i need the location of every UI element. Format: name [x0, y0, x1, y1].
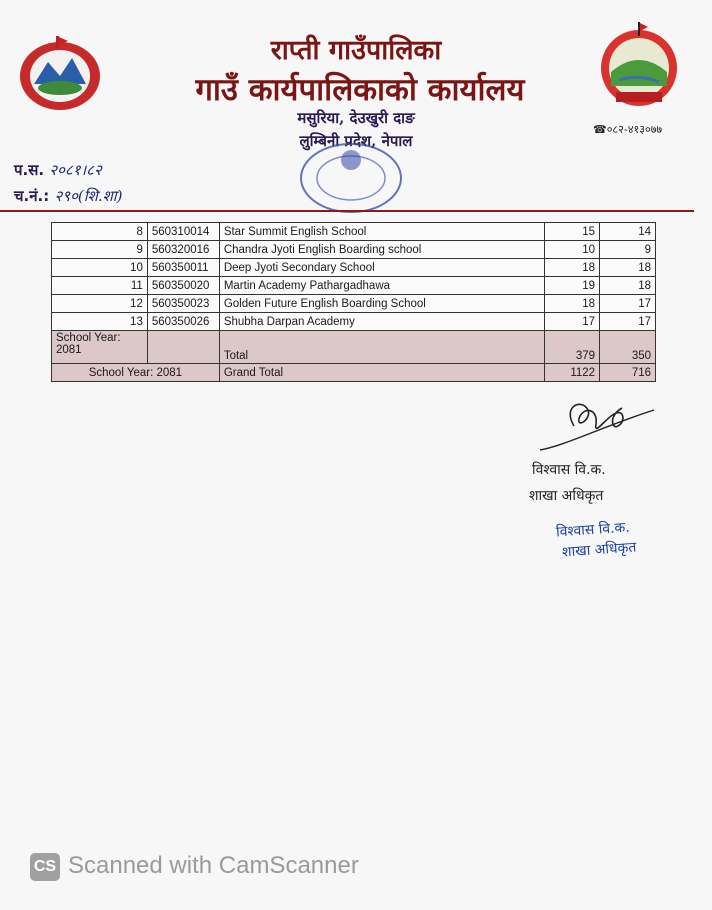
subtotal-count1-cell: 379 — [545, 331, 600, 364]
grand-count2-cell: 716 — [600, 364, 656, 382]
signature-mark — [534, 396, 660, 462]
school-name-cell: Golden Future English Boarding School — [219, 295, 544, 313]
school-code-cell: 560350026 — [147, 313, 219, 331]
count2-cell: 9 — [600, 241, 656, 259]
header-divider — [0, 210, 694, 212]
school-name-cell: Star Summit English School — [219, 223, 544, 241]
subtotal-count2-cell: 350 — [600, 331, 656, 364]
dispatch-value: २९०(शि.शा) — [54, 187, 123, 205]
table-row — [52, 295, 656, 313]
dispatch-number — [14, 186, 123, 206]
name-stamp-line1: विश्वास वि.क. — [555, 519, 631, 541]
school-data-table — [51, 222, 656, 382]
subtotal-label-cell: School Year: 2081 — [52, 331, 148, 364]
camscanner-watermark — [30, 852, 359, 881]
school-code-cell: 560320016 — [147, 241, 219, 259]
count2-cell: 17 — [600, 313, 656, 331]
serial-cell: 12 — [52, 295, 148, 313]
count2-cell: 17 — [600, 295, 656, 313]
camscanner-logo-icon: CS — [30, 853, 60, 881]
address-line1: मसुरिया, देउखुरी दाङ — [297, 109, 415, 127]
table-row — [52, 241, 656, 259]
count1-cell: 18 — [545, 259, 600, 277]
reference-number — [14, 160, 102, 180]
count1-cell: 19 — [545, 277, 600, 295]
watermark-text: Scanned with CamScanner — [68, 852, 359, 879]
serial-cell: 8 — [52, 223, 148, 241]
table-row — [52, 277, 656, 295]
address-line2: लुम्बिनी प्रदेश, नेपाल — [299, 132, 413, 150]
serial-cell: 13 — [52, 313, 148, 331]
count1-cell: 17 — [545, 313, 600, 331]
signatory-name: विश्वास वि.क. — [532, 462, 606, 478]
reference-value: २०८१।८२ — [49, 161, 102, 179]
school-name-cell: Chandra Jyoti English Boarding school — [219, 241, 544, 259]
table-row — [52, 259, 656, 277]
count1-cell: 10 — [545, 241, 600, 259]
table-row — [52, 313, 656, 331]
grand-total-row — [52, 364, 656, 382]
count2-cell: 18 — [600, 277, 656, 295]
subtotal-row — [52, 331, 656, 364]
grand-count1-cell: 1122 — [545, 364, 600, 382]
serial-cell: 10 — [52, 259, 148, 277]
count2-cell: 14 — [600, 223, 656, 241]
empty-cell — [147, 331, 219, 364]
school-code-cell: 560310014 — [147, 223, 219, 241]
grand-name-cell: Grand Total — [219, 364, 544, 382]
phone-number: ☎०८२-४१३०७७ — [593, 123, 663, 136]
serial-cell: 11 — [52, 277, 148, 295]
count1-cell: 15 — [545, 223, 600, 241]
signatory-title: शाखा अधिकृत — [529, 488, 604, 504]
grand-label-cell: School Year: 2081 — [52, 364, 220, 382]
office-title-line2: गाउँ कार्यपालिकाको कार्यालय — [195, 72, 525, 108]
office-stamp — [298, 140, 404, 216]
school-name-cell: Deep Jyoti Secondary School — [219, 259, 544, 277]
school-code-cell: 560350023 — [147, 295, 219, 313]
name-stamp-line2: शाखा अधिकृत — [561, 539, 637, 561]
school-name-cell: Shubha Darpan Academy — [219, 313, 544, 331]
office-title-line1: राप्ती गाउँपालिका — [270, 35, 442, 66]
count2-cell: 18 — [600, 259, 656, 277]
subtotal-name-cell: Total — [219, 331, 544, 364]
school-name-cell: Martin Academy Pathargadhawa — [219, 277, 544, 295]
table-row — [52, 223, 656, 241]
school-code-cell: 560350020 — [147, 277, 219, 295]
count1-cell: 18 — [545, 295, 600, 313]
reference-label: प.स. — [14, 161, 45, 179]
school-code-cell: 560350011 — [147, 259, 219, 277]
dispatch-label: च.नं.: — [14, 187, 50, 205]
serial-cell: 9 — [52, 241, 148, 259]
